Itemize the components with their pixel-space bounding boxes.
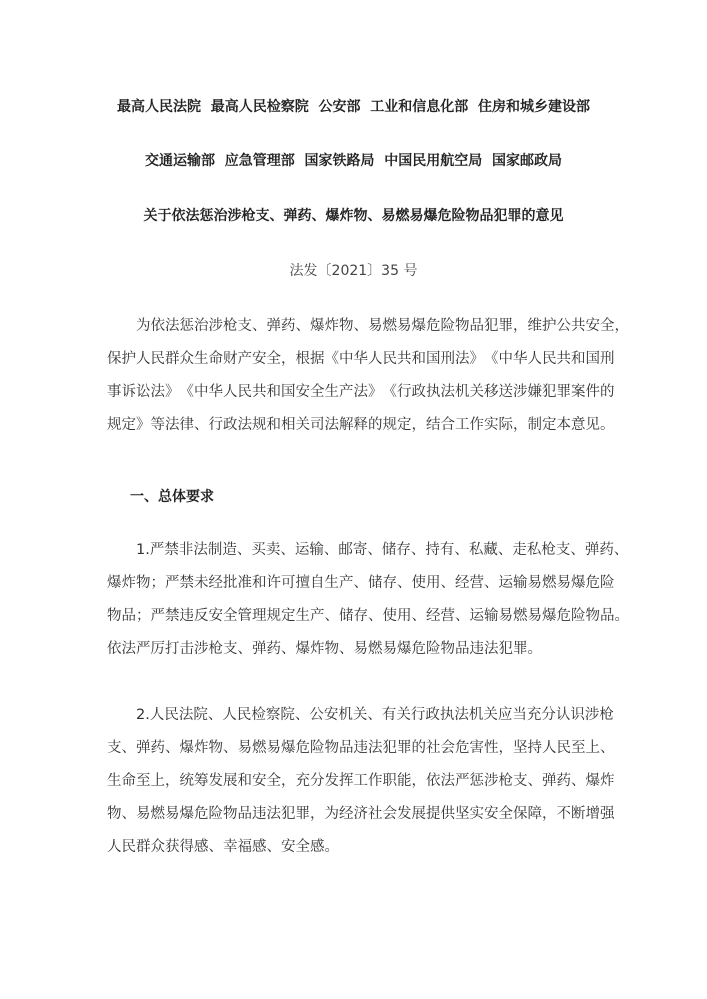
- text-line: 2 . 人 民 法 院 、 人 民 检 察 院 、 公 安 机 关 、 有 关 行 政 执 法 机 关 应 当 充 分 认 识 涉 枪: [136, 707, 614, 723]
- text-line: 1 . 严 禁 非 法 制 造 、 买 卖 、 运 输 、 邮 寄 、 储 存 、 持 有 、 私 藏 、 走 私 枪 支 、 弹 药 、: [136, 542, 629, 558]
- section-heading: 一、总体要求: [130, 489, 214, 505]
- text-line: 保 护 人 民 群 众 生 命 财 产 安 全 ， 根 据 《 中 华 人 民 共 和 国 刑 法 》 《 中 华 人 民 共 和 国 刑: [107, 351, 615, 367]
- item-1-paragraph: [107, 534, 629, 666]
- text-line: 生 命 至 上 ， 统 筹 发 展 和 安 全 ， 充 分 发 挥 工 作 职 能 ， 依 法 严 惩 涉 枪 支 、 弹 药 、 爆 炸: [107, 773, 615, 789]
- document-number: 法发〔2021〕35 号: [289, 263, 418, 279]
- text-line: 为 依 法 惩 治 涉 枪 支 、 弹 药 、 爆 炸 物 、 易 燃 易 爆 危 险 物 品 犯 罪 ， 维 护 公 共 安 全 ，: [136, 318, 629, 334]
- text-line: 规 定 》 等 法 律 、 行 政 法 规 和 相 关 司 法 解 释 的 规 定 ， 结 合 工 作 实 际 ， 制 定 本 意 见 。: [107, 417, 615, 433]
- text-line: 物 品 ； 严 禁 违 反 安 全 管 理 规 定 生 产 、 储 存 、 使 用 、 经 营 、 运 输 易 燃 易 爆 危 险 物 品 。: [107, 608, 629, 624]
- issuers-line-2: 交通运输部 应急管理部 国家铁路局 中国民用航空局 国家邮政局: [145, 153, 562, 169]
- item-2-paragraph: [107, 699, 615, 864]
- text-line: 爆 炸 物 ； 严 禁 未 经 批 准 和 许 可 擅 自 生 产 、 储 存 、 使 用 、 经 营 、 运 输 易 燃 易 爆 危 险: [107, 575, 615, 591]
- preamble-paragraph: [107, 310, 629, 442]
- text-line: 事 诉 讼 法 》 《 中 华 人 民 共 和 国 安 全 生 产 法 》 《 行 政 执 法 机 关 移 送 涉 嫌 犯 罪 案 件 的: [107, 384, 615, 400]
- text-line: 支 、 弹 药 、 爆 炸 物 、 易 燃 易 爆 危 险 物 品 违 法 犯 罪 的 社 会 危 害 性 ， 坚 持 人 民 至 上 、: [107, 740, 615, 756]
- issuers-line-1: 最高人民法院 最高人民检察院 公安部 工业和信息化部 住房和城乡建设部: [117, 99, 590, 115]
- text-line: 人民群众获得感、幸福感、安全感。: [107, 839, 339, 855]
- text-line: 依法严厉打击涉枪支、弹药、爆炸物、易燃易爆危险物品违法犯罪。: [107, 641, 542, 657]
- document-title: 关于依法惩治涉枪支、弹药、爆炸物、易燃易爆危险物品犯罪的意见: [143, 208, 564, 224]
- text-line: 物 、 易 燃 易 爆 危 险 物 品 违 法 犯 罪 ， 为 经 济 社 会 发 展 提 供 坚 实 安 全 保 障 ， 不 断 增 强: [107, 806, 615, 822]
